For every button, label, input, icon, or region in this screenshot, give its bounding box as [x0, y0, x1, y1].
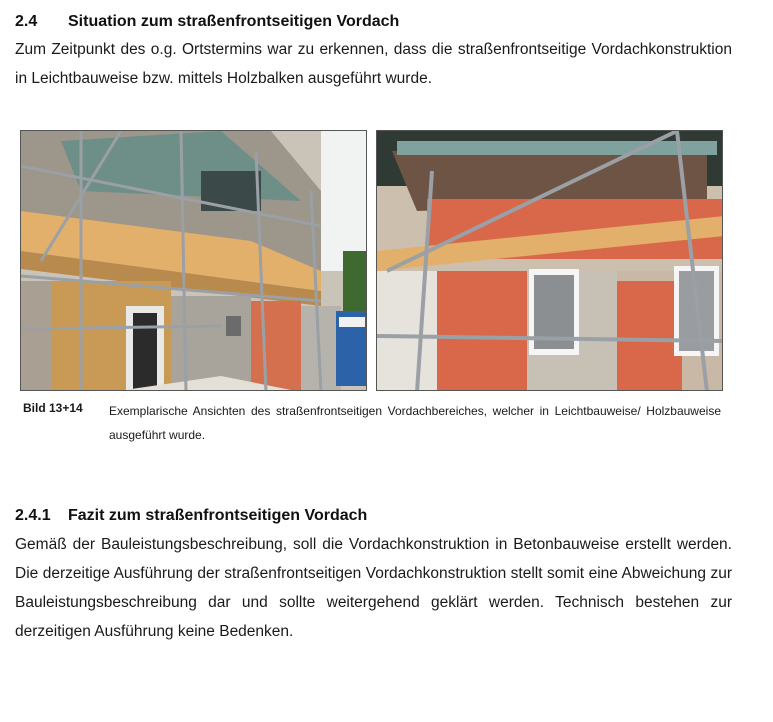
section-number: 2.4 [15, 13, 38, 30]
figure-label: Bild 13+14 [23, 401, 83, 415]
subsection-body: Gemäß der Bauleistungsbeschreibung, soll die Vordachkonstruktion in Betonbauweise erstellt werden. Die derzeitige Ausführung der straßenfrontseitigen Vordachkonstruktion stellt somit eine Abweichung zur Bauleistungsbeschreibung dar und sollte weitergehend geklärt werden. Technisch bestehen zur derzeitigen Ausführung keine Bedenken. [15, 536, 732, 640]
subsection-title: Fazit zum straßenfrontseitigen Vordach [68, 507, 368, 524]
subsection-heading [15, 507, 367, 525]
subsection-number: 2.4.1 [15, 507, 51, 524]
section-title: Situation zum straßenfrontseitigen Vordach [68, 13, 400, 30]
section-body: Zum Zeitpunkt des o.g. Ortstermins war zu erkennen, dass die straßenfrontseitige Vordachkonstruktion in Leichtbauweise bzw. mittels Holzbalken ausgeführt wurde. [15, 41, 732, 87]
photo-facade-left [20, 130, 367, 391]
figure-caption: Exemplarische Ansichten des straßenfrontseitigen Vordachbereiches, welcher in Leichtbauweise/ Holzbauweise ausgeführt wurde. [109, 404, 721, 442]
photo-canopy-right [376, 130, 723, 391]
section-heading [15, 13, 399, 31]
